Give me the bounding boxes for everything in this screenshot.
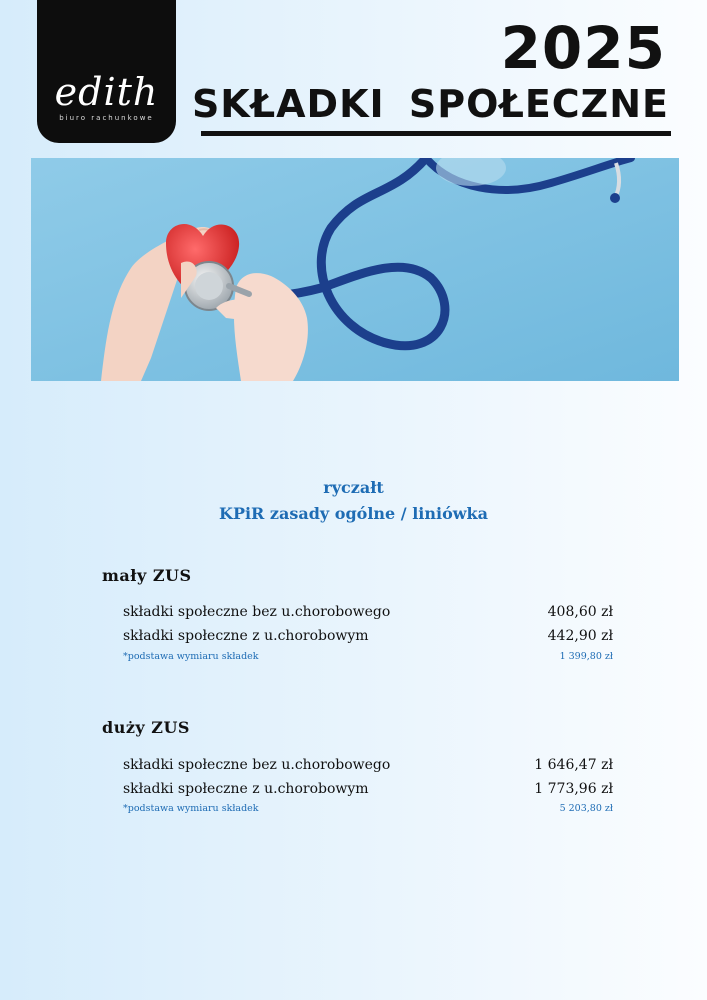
logo-subtitle: biuro rachunkowe (59, 114, 154, 122)
row-amount: 442,90 zł (547, 628, 613, 644)
page-title: SKŁADKI SPOŁECZNE (191, 82, 669, 126)
logo-brand: edith (54, 70, 159, 114)
heading-ryczalt: ryczałt (323, 478, 384, 497)
row-amount: 408,60 zł (547, 604, 613, 620)
row-amount: 1 646,47 zł (534, 757, 613, 773)
row-label: składki społeczne bez u.chorobowego (123, 757, 391, 773)
note-amount: 5 203,80 zł (559, 803, 613, 814)
contribution-row (123, 781, 613, 797)
row-label: składki społeczne bez u.chorobowego (123, 604, 391, 620)
title-underline (201, 131, 671, 136)
section-maly-zus-title: mały ZUS (102, 566, 192, 585)
stethoscope-heart-photo (31, 158, 679, 381)
contribution-row (123, 628, 613, 644)
section-duzy-zus-title: duży ZUS (102, 718, 190, 737)
row-amount: 1 773,96 zł (534, 781, 613, 797)
heading-kpir: KPiR zasady ogólne / liniówka (219, 504, 488, 523)
note-amount: 1 399,80 zł (559, 651, 613, 662)
note-label: *podstawa wymiaru składek (123, 651, 259, 662)
photo-illustration (31, 158, 679, 381)
note-label: *podstawa wymiaru składek (123, 803, 259, 814)
row-label: składki społeczne z u.chorobowym (123, 628, 369, 644)
year-heading: 2025 (500, 14, 666, 82)
contribution-row (123, 757, 613, 773)
base-note (123, 651, 613, 662)
contribution-row (123, 604, 613, 620)
base-note (123, 803, 613, 814)
logo-badge (37, 0, 176, 143)
row-label: składki społeczne z u.chorobowym (123, 781, 369, 797)
